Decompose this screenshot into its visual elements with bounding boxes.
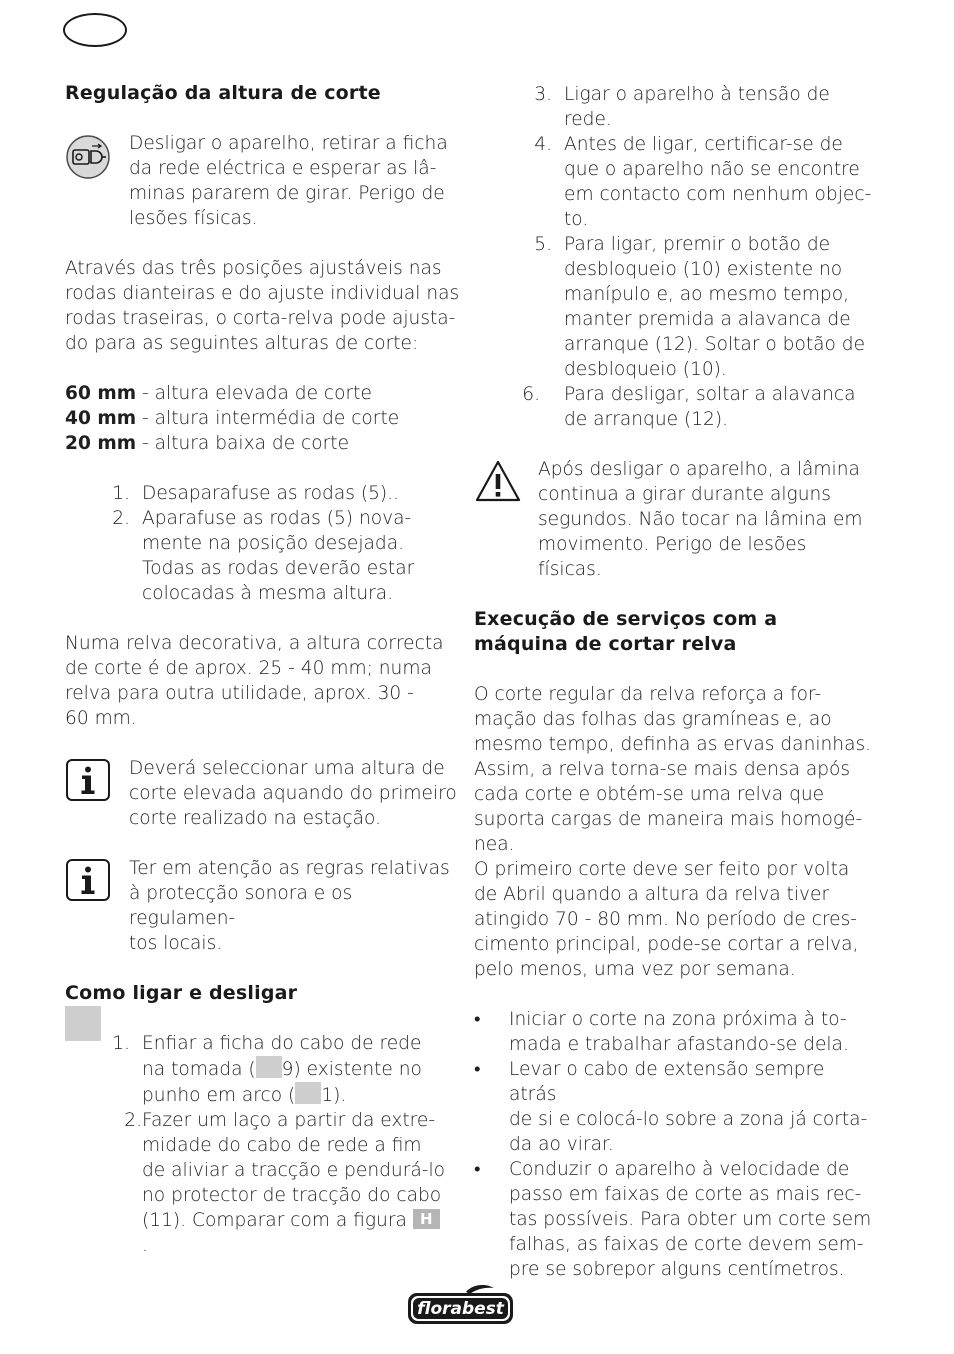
left-column — [65, 78, 460, 1258]
text-line: tas possíveis. Para obter um corte sem — [509, 1209, 872, 1230]
text-line: segundos. Não tocar na lâmina em — [538, 509, 863, 530]
text-line: Através das três posições ajustáveis nas — [65, 258, 442, 279]
figure-ref-placeholder — [295, 1082, 321, 1104]
blade-warning-note — [474, 457, 874, 582]
text-line: colocadas à mesma altura. — [142, 583, 394, 604]
info-note — [65, 856, 460, 956]
text-line: O corte regular da relva reforça a for- — [474, 684, 822, 705]
text-line: atingido 70 - 80 mm. No período de cres- — [474, 909, 858, 930]
list-item — [65, 1031, 460, 1108]
text-line: rodas dianteiras e do ajuste individual nas — [65, 283, 460, 304]
text-line: corte elevada aquando do primeiro — [129, 783, 457, 804]
text-line: Ter em atenção as regras relativas — [129, 858, 450, 879]
text-line: do para as seguintes alturas de corte: — [65, 333, 419, 354]
text-line: em contacto com nenhum objec- — [564, 184, 872, 205]
text-line: cada corte e obtém-se uma relva que — [474, 784, 825, 805]
step-number: 4. — [534, 134, 552, 155]
text-line: Enfiar a ficha do cabo de rede — [142, 1033, 422, 1054]
text-line: Todas as rodas deverão estar — [142, 558, 415, 579]
bullet: • — [474, 1009, 481, 1030]
text-fragment: na tomada ( — [142, 1059, 256, 1080]
text-line: da ao virar. — [509, 1134, 614, 1155]
figure-h-badge: H — [413, 1209, 440, 1229]
text-line: de arranque (12). — [564, 409, 729, 430]
text-line: que o aparelho não se encontre — [564, 159, 860, 180]
list-item — [474, 1057, 874, 1157]
text-line: mação das folhas das gramíneas e, ao — [474, 709, 832, 730]
figure-placeholder — [65, 1006, 101, 1041]
text-line: . — [142, 1235, 148, 1256]
text-line — [142, 1208, 445, 1233]
text-line: pelo menos, uma vez por semana. — [474, 959, 796, 980]
text-line: Desligar o aparelho, retirar a ficha — [129, 133, 448, 154]
heading-cutting-height: Regulação da altura de corte — [65, 82, 381, 104]
text-line: continua a girar durante alguns — [538, 484, 831, 505]
unplug-warning-note — [65, 131, 460, 231]
text-line: desbloqueio (10) existente no — [564, 259, 843, 280]
text-line — [142, 1082, 422, 1108]
text-line: Conduzir o aparelho à velocidade de — [509, 1159, 850, 1180]
bullet: • — [474, 1159, 481, 1180]
height-value: 20 mm — [65, 433, 137, 454]
step-number: 2. — [124, 1110, 142, 1131]
text-line: tos locais. — [129, 933, 223, 954]
step-number: 2. — [112, 508, 130, 529]
florabest-logo — [406, 1284, 515, 1326]
text-line: movimento. Perigo de lesões físicas. — [538, 534, 807, 580]
text-line: rodas traseiras, o corta-relva pode ajusta- — [65, 308, 456, 329]
text-line: de Abril quando a altura da relva tiver — [474, 884, 830, 905]
text-line: no protector de tracção do cabo — [142, 1185, 442, 1206]
step-number: 3. — [534, 84, 552, 105]
list-item — [474, 382, 874, 432]
text-line: mesmo tempo, definha as ervas daninhas. — [474, 734, 872, 755]
list-item — [65, 481, 460, 506]
text-line: Para ligar, premir o botão de — [564, 234, 831, 255]
text-line: de aliviar a tracção e pendurá-lo — [142, 1160, 446, 1181]
text-line: Antes de ligar, certificar-se de — [564, 134, 843, 155]
text-line: de corte é de aprox. 25 - 40 mm; numa — [65, 658, 432, 679]
tips-list — [474, 1007, 874, 1282]
height-option — [65, 381, 460, 406]
height-steps-list — [65, 481, 460, 606]
list-item — [474, 232, 874, 382]
text-line: to. — [564, 209, 589, 230]
language-badge — [63, 13, 127, 47]
text-line — [142, 1056, 422, 1082]
text-line: desbloqueio (10). — [564, 359, 727, 380]
warning-icon — [474, 457, 538, 507]
text-line: Para desligar, soltar a alavanca — [564, 384, 856, 405]
text-line: falhas, as faixas de corte devem sem- — [509, 1234, 864, 1255]
text-fragment: 9) existente no — [281, 1059, 422, 1080]
text-line: Deverá seleccionar uma altura de — [129, 758, 445, 779]
heading-operation — [474, 607, 874, 657]
text-line: de si e colocá-lo sobre a zona já corta- — [509, 1109, 868, 1130]
logo-text: florabest — [417, 1299, 504, 1319]
list-item — [474, 132, 874, 232]
text-line: rede. — [564, 109, 612, 130]
list-item — [474, 82, 874, 132]
heading-line: Execução de serviços com a — [474, 608, 778, 630]
text-line: lesões físicas. — [129, 208, 258, 229]
text-line: corte realizado na estação. — [129, 808, 382, 829]
text-line: nea. — [474, 834, 515, 855]
height-option — [65, 406, 460, 431]
text-line: 60 mm. — [65, 708, 137, 729]
step-number: 1. — [112, 483, 130, 504]
text-line: pre se sobrepor alguns centímetros. — [509, 1259, 845, 1280]
text-line: Desaparafuse as rodas (5).. — [142, 483, 399, 504]
list-item — [65, 506, 460, 606]
text-line: Ligar o aparelho à tensão de — [564, 84, 830, 105]
text-line: Assim, a relva torna-se mais densa após — [474, 759, 851, 780]
figure-ref-placeholder — [256, 1056, 282, 1078]
text-fragment: (11). Comparar com a figura — [142, 1210, 407, 1231]
heading-line: máquina de cortar relva — [474, 633, 737, 655]
text-line: Iniciar o corte na zona próxima à to- — [509, 1009, 847, 1030]
height-desc: - altura intermédia de corte — [136, 408, 400, 429]
heading-on-off: Como ligar e desligar — [65, 982, 298, 1004]
height-value: 40 mm — [65, 408, 137, 429]
text-line: Levar o cabo de extensão sempre atrás — [509, 1059, 825, 1105]
unplug-icon — [65, 131, 129, 184]
text-line: relva para outra utilidade, aprox. 30 - — [65, 683, 414, 704]
text-line: manípulo e, ao mesmo tempo, — [564, 284, 850, 305]
height-desc: - altura elevada de corte — [136, 383, 372, 404]
text-line: da rede eléctrica e esperar as lâ- — [129, 158, 437, 179]
text-line: minas pararem de girar. Perigo de — [129, 183, 445, 204]
list-item — [474, 1157, 874, 1282]
text-line: mente na posição desejada. — [142, 533, 405, 554]
text-line: à protecção sonora e os regulamen- — [129, 883, 353, 929]
text-line: mada e trabalhar afastando-se dela. — [509, 1034, 849, 1055]
height-option — [65, 431, 460, 456]
list-item — [65, 1108, 460, 1258]
height-value: 60 mm — [65, 383, 137, 404]
text-line: arranque (12). Soltar o botão de — [564, 334, 866, 355]
text-line: cimento principal, pode-se cortar a relva, — [474, 934, 859, 955]
info-note — [65, 756, 460, 831]
text-fragment: 1). — [321, 1085, 347, 1106]
step-number: 5. — [534, 234, 552, 255]
text-line: Numa relva decorativa, a altura correcta — [65, 633, 444, 654]
text-line: Aparafuse as rodas (5) nova- — [142, 508, 412, 529]
text-line: suporta cargas de maneira mais homogé- — [474, 809, 863, 830]
height-desc: - altura baixa de corte — [136, 433, 350, 454]
text-line: midade do cabo de rede a fim — [142, 1135, 422, 1156]
text-line: Após desligar o aparelho, a lâmina — [538, 459, 860, 480]
right-column — [474, 82, 874, 1282]
list-item — [474, 1007, 874, 1057]
on-off-steps-list — [65, 1031, 460, 1258]
step-number: 6. — [522, 384, 540, 405]
bullet: • — [474, 1059, 481, 1080]
text-line: Fazer um laço a partir da extre- — [142, 1110, 436, 1131]
on-off-steps-list-continued — [474, 82, 874, 432]
step-number: 1. — [112, 1033, 130, 1054]
text-line: O primeiro corte deve ser feito por volta — [474, 859, 850, 880]
info-icon — [65, 856, 129, 906]
info-icon — [65, 756, 129, 806]
text-line: passo em faixas de corte as mais rec- — [509, 1184, 862, 1205]
text-line: manter premida a alavanca de — [564, 309, 851, 330]
text-fragment: punho em arco ( — [142, 1085, 296, 1106]
